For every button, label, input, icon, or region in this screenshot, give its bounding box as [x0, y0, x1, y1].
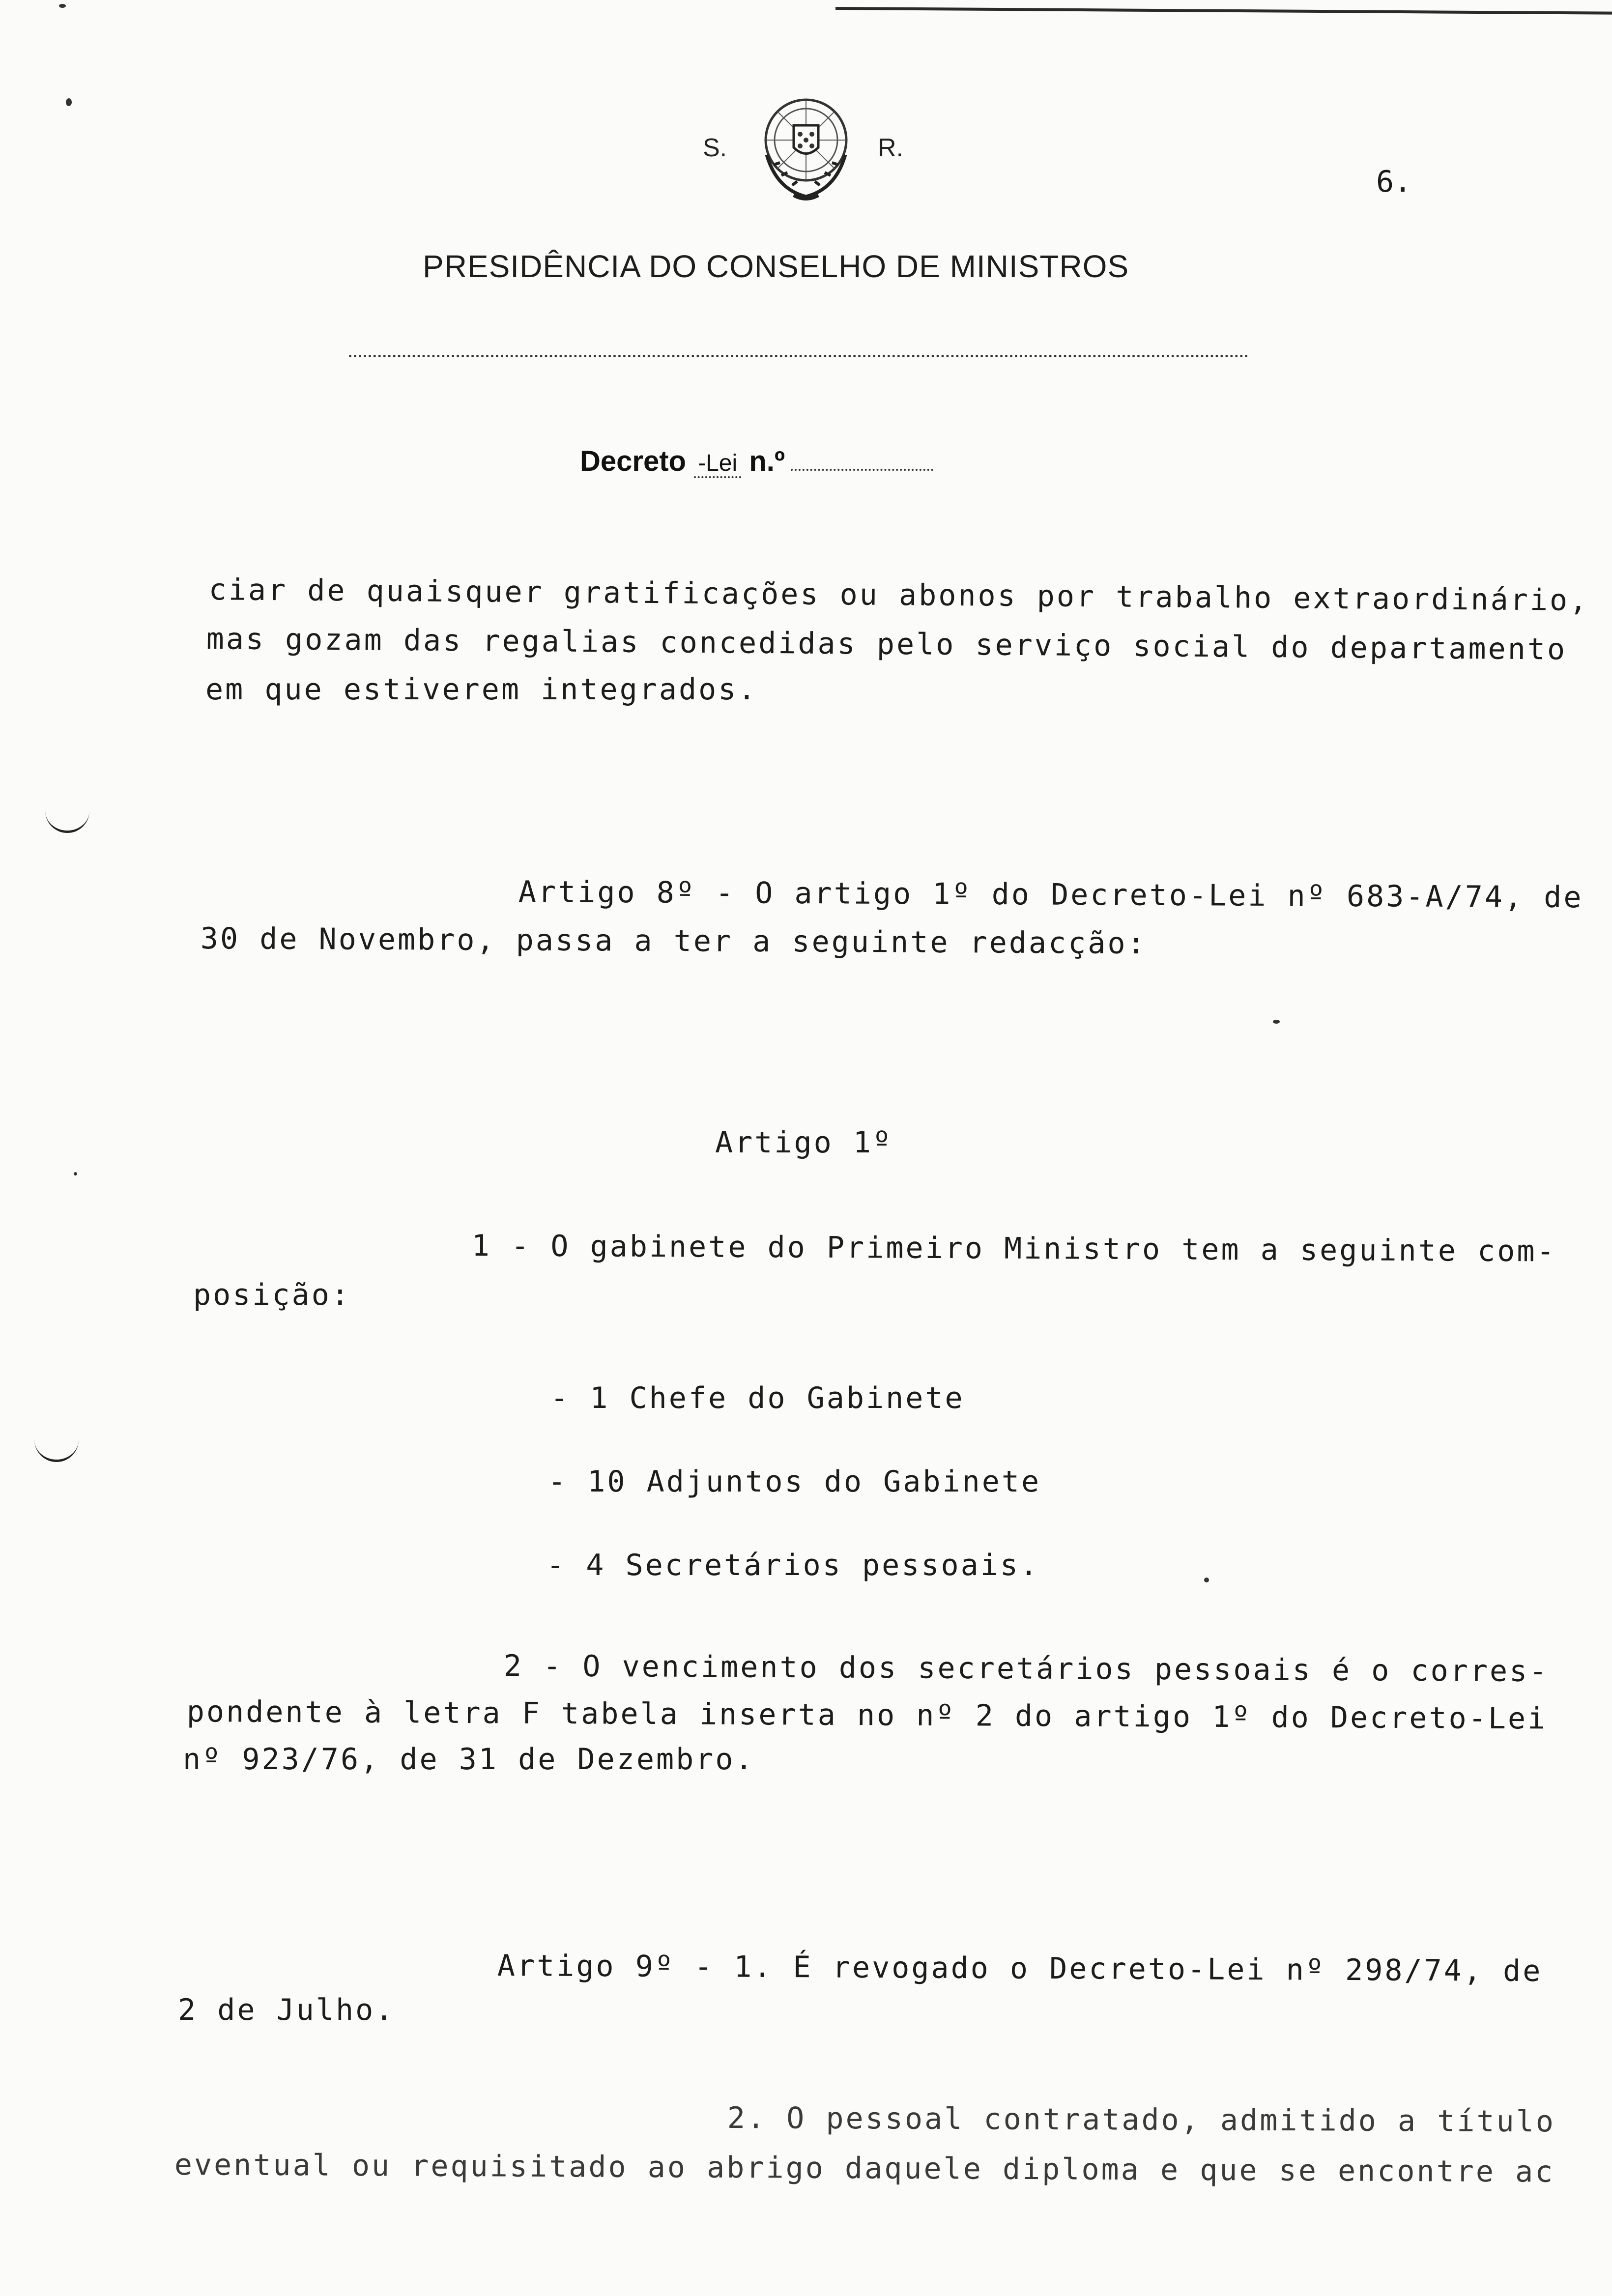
scan-mark	[59, 4, 66, 8]
article-9-line: Artigo 9º - 1. É revogado o Decreto-Lei nº 298/74, de	[497, 1949, 1543, 1989]
republic-seal	[703, 91, 909, 204]
composition-item: - 4 Secretários pessoais.	[547, 1548, 1040, 1582]
decree-label: Decreto	[580, 445, 686, 477]
scan-top-rule	[835, 7, 1612, 15]
article-8-line: 30 de Novembro, passa a ter a seguinte redacção:	[200, 921, 1147, 961]
article-9-para2-line: eventual ou requisitado ao abrigo daquele diploma e que se encontre ac	[174, 2148, 1555, 2189]
article-1-heading: Artigo 1º	[715, 1125, 893, 1160]
body-line: em que estiverem integrados.	[205, 672, 758, 707]
article-1-para2-line: pondente à letra F tabela inserta no nº 2 do artigo 1º do Decreto-Lei	[186, 1694, 1548, 1736]
article-1-para1-line: posição:	[193, 1278, 351, 1312]
body-line: ciar de quaisquer gratificações ou abonos por trabalho extraordinário,	[208, 573, 1589, 618]
composition-item: - 10 Adjuntos do Gabinete	[548, 1464, 1041, 1499]
scan-mark	[1273, 1020, 1280, 1024]
article-8-line: Artigo 8º - O artigo 1º do Decreto-Lei nº 683-A/74, de	[518, 875, 1583, 915]
decree-line	[580, 445, 933, 478]
decree-number-blank	[791, 469, 933, 471]
coat-of-arms-icon	[747, 91, 865, 204]
scan-mark	[1204, 1578, 1209, 1582]
punch-hole-mark	[45, 811, 89, 833]
dotted-separator	[349, 355, 1248, 357]
punch-hole-mark	[34, 1440, 79, 1462]
article-9-para2-line: 2. O pessoal contratado, admitido a título	[727, 2101, 1556, 2139]
body-line: mas gozam das regalias concedidas pelo serviço social do departamento	[206, 622, 1567, 667]
article-1-para2-line: 2 - O vencimento dos secretários pessoais é o corres-	[503, 1649, 1549, 1689]
scan-mark	[66, 98, 72, 106]
decree-number-label: n.º	[749, 445, 785, 477]
institution-heading: PRESIDÊNCIA DO CONSELHO DE MINISTROS	[423, 249, 1129, 284]
seal-letter-s: S.	[703, 134, 727, 162]
article-1-para1-line: 1 - O gabinete do Primeiro Ministro tem a seguinte com-	[471, 1229, 1556, 1269]
page-number: 6.	[1376, 165, 1412, 199]
article-1-para2-line: nº 923/76, de 31 de Dezembro.	[183, 1742, 755, 1777]
seal-letter-r: R.	[878, 134, 903, 162]
article-9-line: 2 de Julho.	[178, 1993, 395, 2027]
decree-type: -Lei	[694, 450, 741, 478]
composition-item: - 1 Chefe do Gabinete	[550, 1381, 965, 1415]
scan-mark	[74, 1172, 77, 1176]
